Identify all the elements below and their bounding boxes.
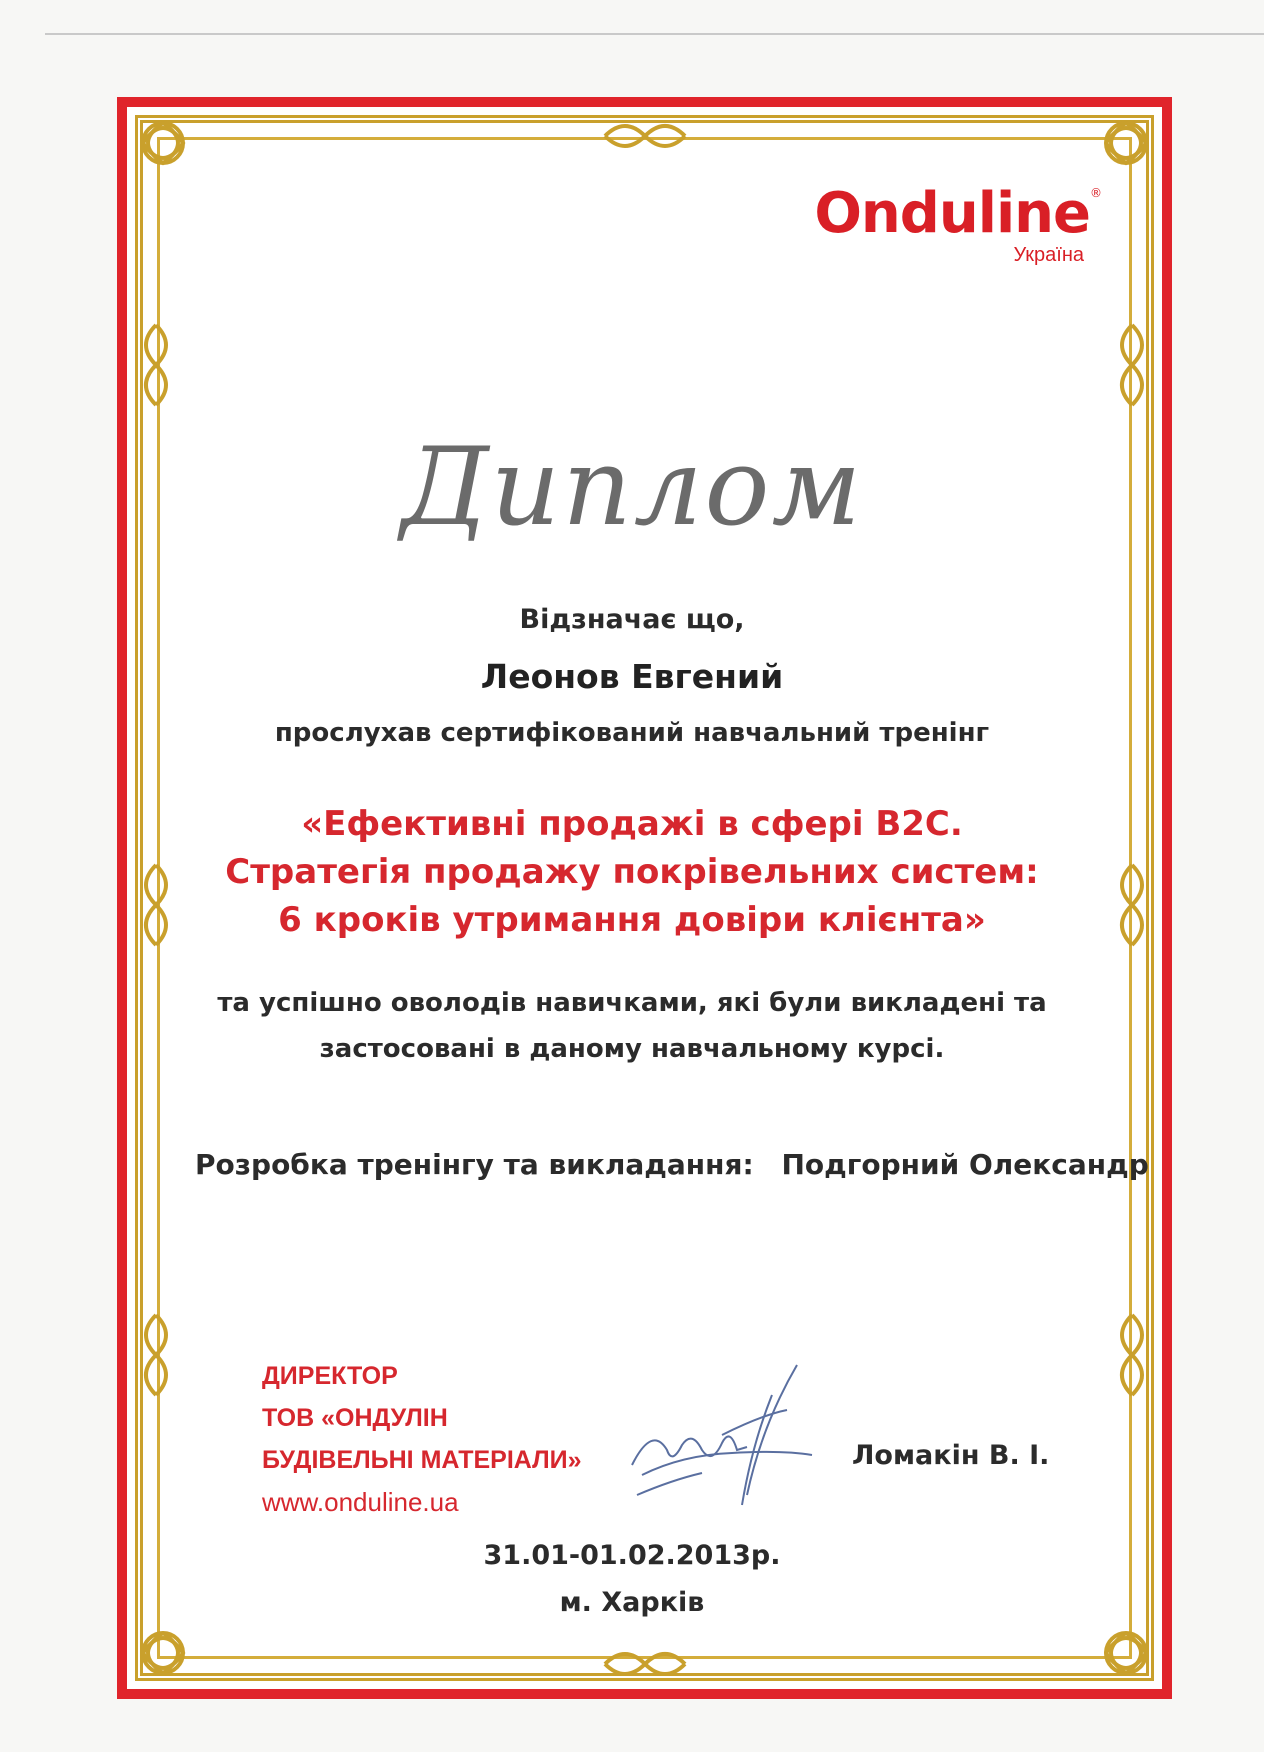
handwritten-signature xyxy=(612,1355,842,1515)
developer-label: Розробка тренінгу та викладання: xyxy=(195,1148,754,1181)
corner-ornament-bottom-right xyxy=(1091,1618,1161,1688)
logo-brand-text: Onduline xyxy=(814,181,1090,246)
knot-ornament-right-lower xyxy=(1112,1310,1152,1400)
website-text: www.onduline.ua xyxy=(262,1487,459,1517)
knot-ornament-left-lower xyxy=(136,1310,176,1400)
logo-country: Україна xyxy=(1013,244,1084,266)
registered-mark: ® xyxy=(1090,186,1102,200)
course-title xyxy=(0,800,1264,944)
knot-ornament-left-upper xyxy=(136,320,176,410)
course-title-line: «Ефективні продажі в сфері B2C. xyxy=(301,804,963,844)
onduline-logo xyxy=(762,181,1102,267)
scan-edge-line xyxy=(45,33,1264,35)
recipient-name: Леонов Евгений xyxy=(480,657,784,696)
developer-credit xyxy=(195,1148,1149,1181)
mastery-text-line: застосовані в даному навчальному курсі. xyxy=(319,1034,945,1064)
training-date: 31.01-01.02.2013р. xyxy=(483,1540,781,1571)
mastery-text-line: та успішно оволодів навичками, які були викладені та xyxy=(217,988,1047,1018)
course-title-line: 6 кроків утримання довіри клієнта» xyxy=(278,900,986,940)
corner-ornament-top-left xyxy=(128,108,198,178)
completed-training-text: прослухав сертифікований навчальний тренінг xyxy=(274,718,990,748)
director-company-line: БУДІВЕЛЬНІ МАТЕРІАЛИ» xyxy=(262,1446,582,1474)
intro-text: Відзначає що, xyxy=(519,604,745,635)
knot-ornament-right-upper xyxy=(1112,320,1152,410)
signer-name: Ломакін В. І. xyxy=(852,1440,1050,1471)
knot-ornament-top-center xyxy=(600,116,690,156)
director-company-line: ТОВ «ОНДУЛІН xyxy=(262,1404,448,1432)
corner-ornament-bottom-left xyxy=(128,1618,198,1688)
developer-name: Подгорний Олександр xyxy=(781,1148,1149,1181)
knot-ornament-bottom-center xyxy=(600,1644,690,1684)
corner-ornament-top-right xyxy=(1091,108,1161,178)
course-title-line: Стратегія продажу покрівельних систем: xyxy=(225,852,1039,892)
director-title-line: ДИРЕКТОР xyxy=(262,1362,398,1390)
city-text: м. Харків xyxy=(559,1587,705,1618)
certificate-title: Диплом xyxy=(400,425,864,550)
director-block xyxy=(262,1355,582,1523)
